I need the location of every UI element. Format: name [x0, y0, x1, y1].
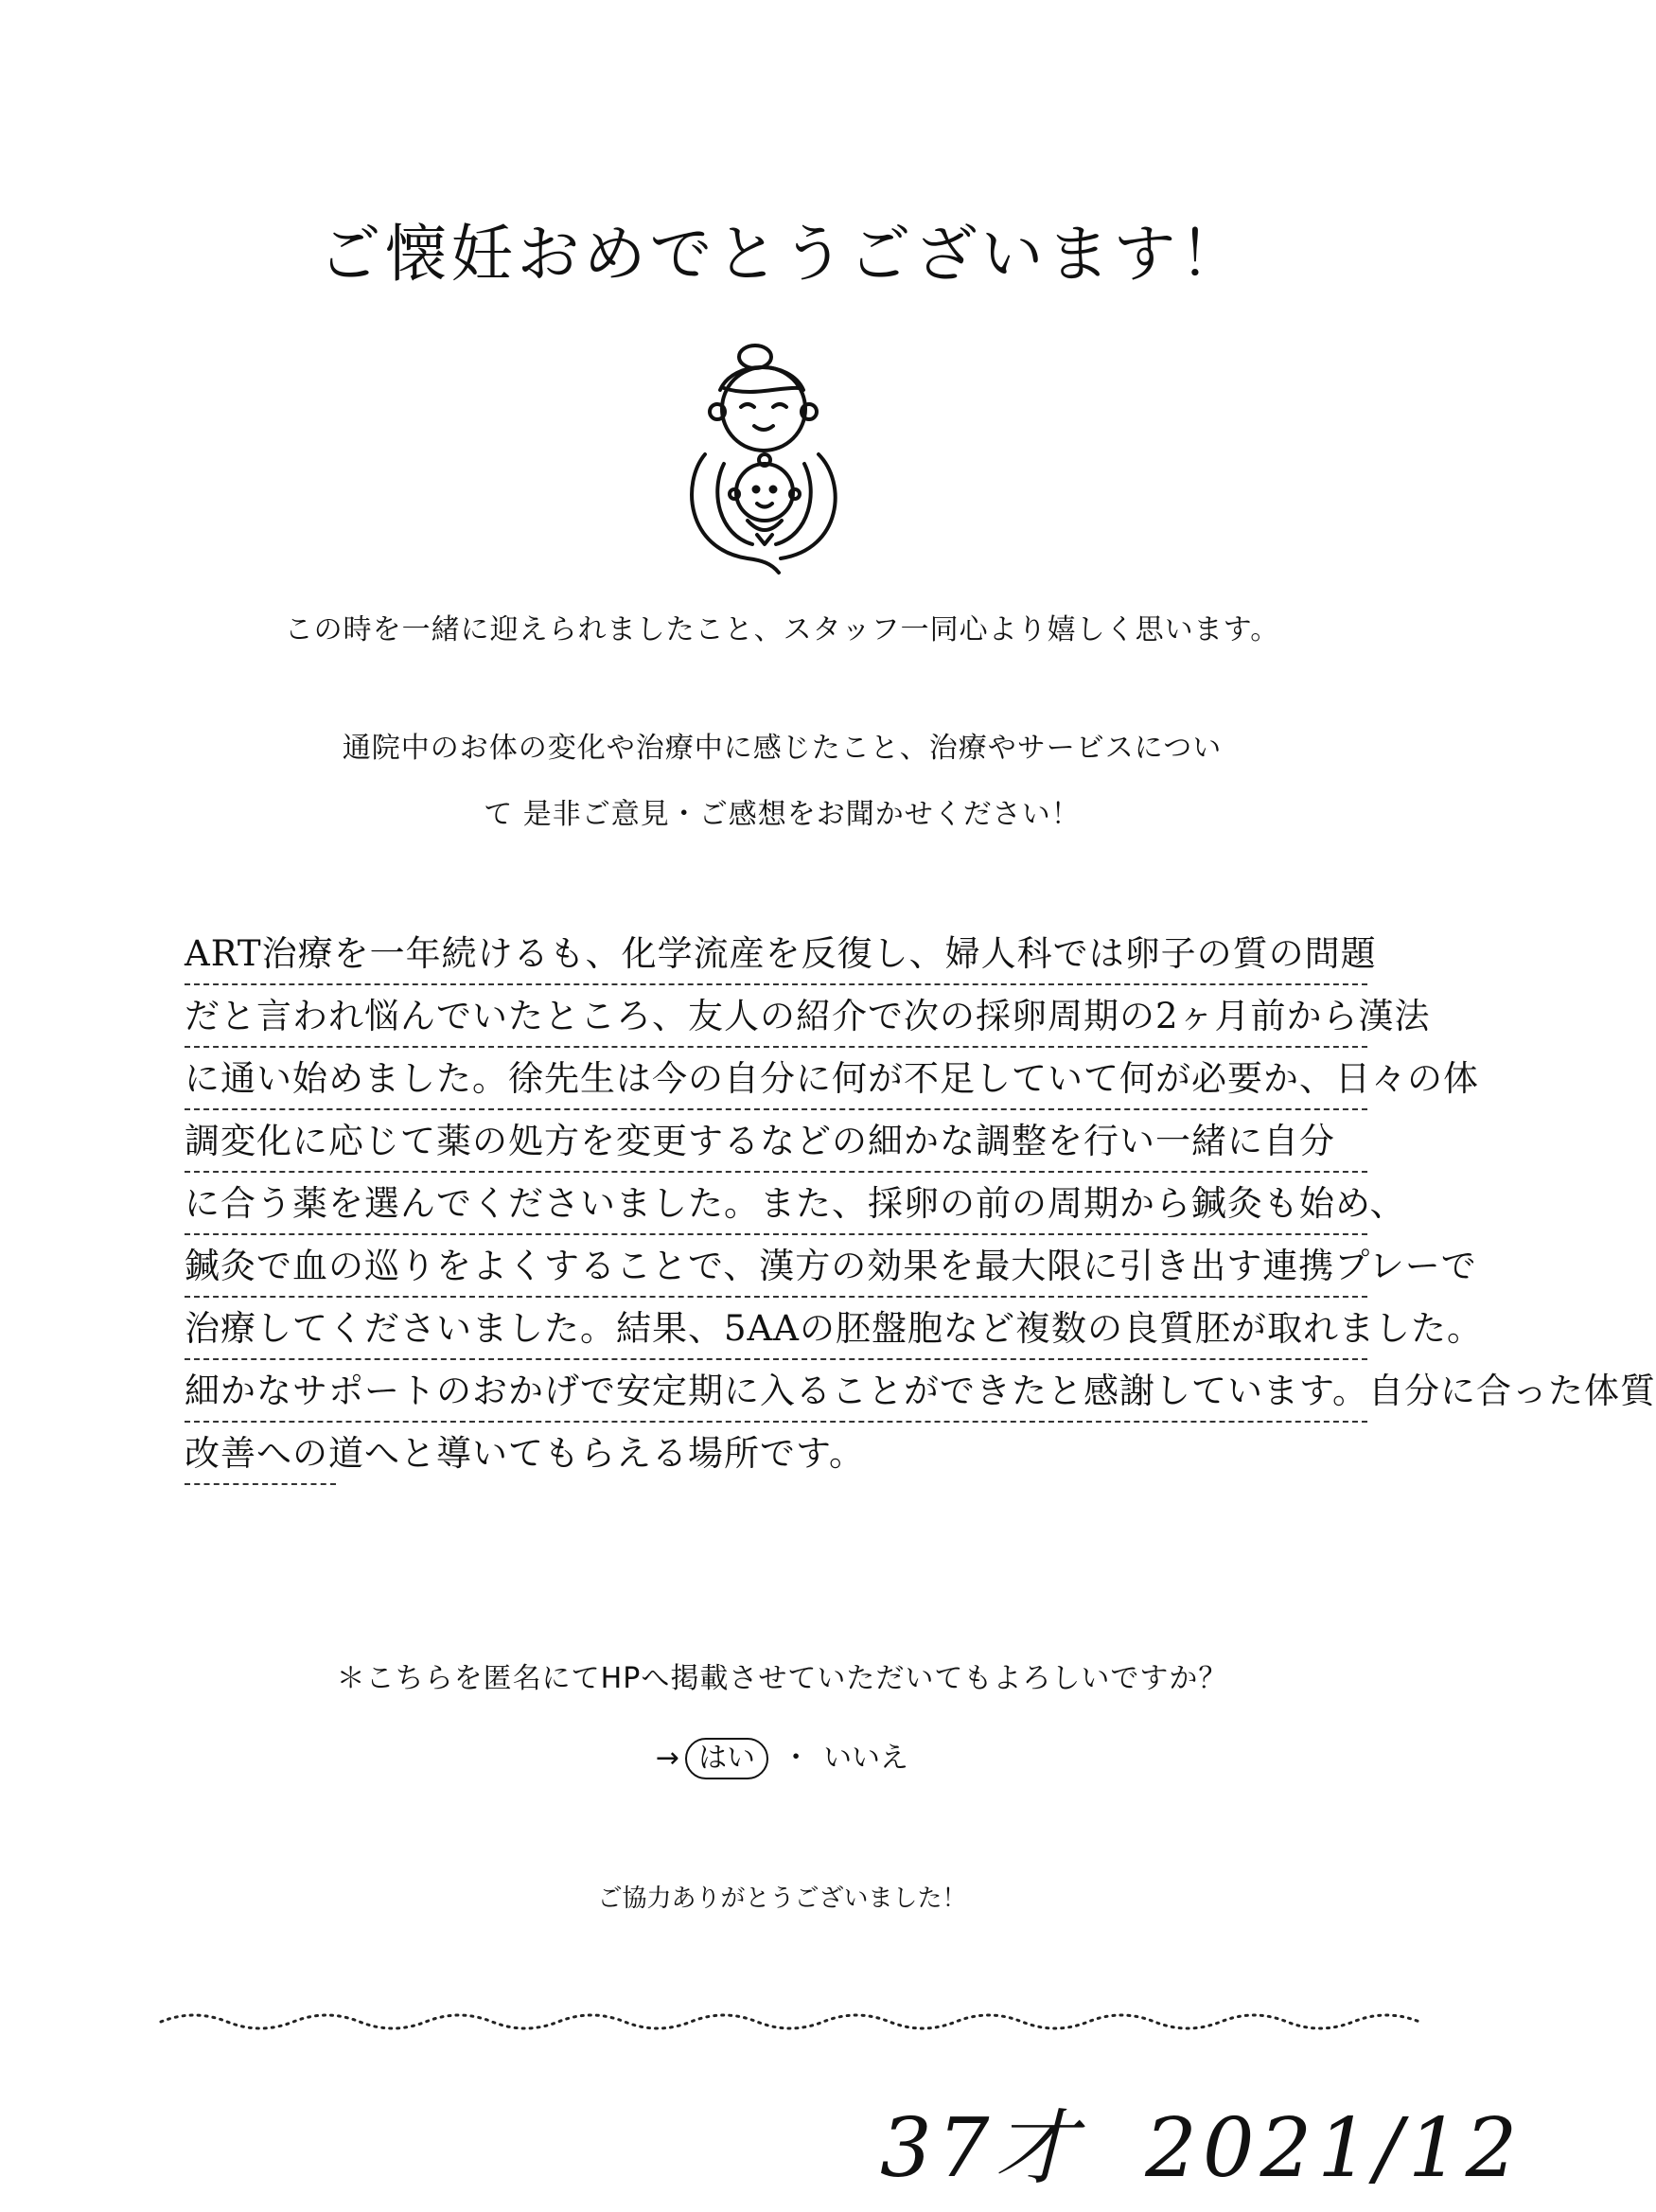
publish-consent-question: ＊こちらを匿名にてHPへ掲載させていただいてもよろしいですか？: [336, 1662, 1228, 1695]
handwritten-signature: [880, 2082, 1523, 2200]
testimonial-line: 細かなサポートのおかげで安定期に入ることができたと感謝しています。自分に合った体質: [185, 1360, 1367, 1423]
feedback-request-line-1: 通院中のお体の変化や治療中に感じたこと、治療やサービスについ: [342, 732, 1223, 765]
intro-message: この時を一緒に迎えられましたこと、スタッフ一同心より嬉しく思います。: [284, 613, 1280, 646]
testimonial-line: 改善への道へと導いてもらえる場所です。: [185, 1423, 336, 1485]
testimonial-line: 調変化に応じて薬の処方を変更するなどの細かな調整を行い一緒に自分: [185, 1110, 1367, 1173]
handwritten-testimonial: [185, 923, 1656, 1485]
testimonial-line: に通い始めました。徐先生は今の自分に何が不足していて何が必要か、日々の体: [185, 1048, 1367, 1110]
signature-date: 2021/12: [1145, 2101, 1524, 2196]
publish-consent-answers: [0, 1734, 1564, 1779]
testimonial-line: 治療してくださいました。結果、5AAの胚盤胞など複数の良質胚が取れました。: [185, 1298, 1367, 1360]
closing-thanks: ご協力ありがとうございました！: [597, 1885, 967, 1913]
decorative-dotted-wave: [161, 2005, 1419, 2033]
answer-separator: ・: [782, 1742, 811, 1775]
testimonial-line: だと言われ悩んでいたところ、友人の紹介で次の採卵周期の2ヶ月前から漢法: [185, 985, 1367, 1048]
testimonial-line: ART治療を一年続けるも、化学流産を反復し、婦人科では卵子の質の問題: [185, 923, 1367, 985]
testimonial-line: に合う薬を選んでくださいました。また、採卵の前の周期から鍼灸も始め、: [185, 1173, 1367, 1235]
answer-yes-circled: はい: [685, 1738, 768, 1779]
arrow-right-icon: →: [655, 1742, 680, 1775]
signature-age: 37才: [880, 2101, 1083, 2196]
mother-and-baby-icon: [677, 331, 856, 587]
testimonial-line: 鍼灸で血の巡りをよくすることで、漢方の効果を最大限に引き出す連携プレーで: [185, 1235, 1367, 1298]
answer-no: いいえ: [823, 1742, 909, 1775]
page-title: ご懐妊おめでとうございます！: [318, 218, 1246, 291]
feedback-request-line-2: て 是非ご意見・ご感想をお聞かせください！: [484, 798, 1081, 831]
